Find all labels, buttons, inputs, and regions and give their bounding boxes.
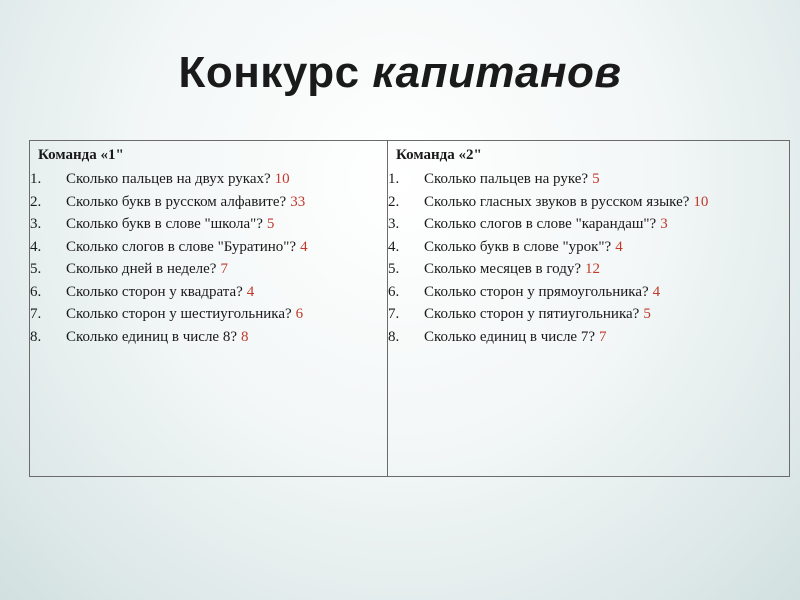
question-text: Сколько пальцев на двух руках? — [66, 171, 271, 187]
question-number: 8. — [30, 328, 42, 345]
question-text: Сколько сторон у квадрата? — [66, 283, 243, 300]
team-1-question-list — [30, 168, 308, 348]
question-text: Сколько сторон у пятиугольника? — [424, 306, 640, 322]
question-number: 5. — [30, 261, 42, 277]
slide-title — [0, 48, 800, 98]
list-item — [30, 213, 308, 236]
question-answer: 8 — [241, 328, 249, 345]
team-2-column — [388, 141, 789, 476]
list-item — [388, 303, 708, 326]
list-item — [30, 191, 308, 214]
list-item — [30, 168, 308, 191]
question-answer: 10 — [693, 193, 709, 210]
question-number: 7. — [388, 306, 400, 322]
question-number: 1. — [30, 171, 42, 187]
question-answer: 7 — [599, 328, 607, 345]
list-item — [30, 258, 308, 281]
question-number: 6. — [388, 283, 400, 300]
question-text: Сколько слогов в слове "карандаш"? — [424, 216, 657, 232]
question-text: Сколько букв в слове "урок"? — [424, 238, 612, 255]
question-answer: 3 — [660, 216, 668, 232]
slide-title-italic: капитанов — [372, 48, 622, 97]
list-item — [388, 191, 708, 214]
question-text: Сколько сторон у прямоугольника? — [424, 283, 649, 300]
list-item — [388, 326, 708, 349]
list-item — [388, 258, 708, 281]
question-text: Сколько букв в слове "школа"? — [66, 216, 263, 232]
question-number: 3. — [388, 216, 400, 232]
question-number: 7. — [30, 306, 42, 322]
team-1-heading: Команда «1" — [38, 147, 124, 163]
question-answer: 10 — [274, 171, 290, 187]
list-item — [388, 213, 708, 236]
list-item — [30, 326, 308, 349]
question-answer: 5 — [643, 306, 651, 322]
question-answer: 4 — [615, 238, 623, 255]
team-2-question-list — [388, 168, 708, 348]
question-number: 1. — [388, 171, 400, 187]
question-text: Сколько сторон у шестиугольника? — [66, 306, 292, 322]
list-item — [30, 281, 308, 304]
question-answer: 6 — [295, 306, 304, 322]
team-2-heading: Команда «2" — [396, 147, 482, 163]
list-item — [30, 303, 308, 326]
question-answer: 5 — [592, 171, 600, 187]
question-text: Сколько пальцев на руке? — [424, 171, 589, 187]
question-number: 6. — [30, 283, 42, 300]
list-item — [388, 168, 708, 191]
question-number: 2. — [30, 193, 42, 210]
question-number: 5. — [388, 261, 400, 277]
question-text: Сколько месяцев в году? — [424, 261, 582, 277]
question-answer: 4 — [300, 238, 308, 255]
question-text: Сколько букв в русском алфавите? — [66, 193, 287, 210]
question-number: 2. — [388, 193, 400, 210]
question-answer: 5 — [266, 216, 275, 232]
question-text: Сколько гласных звуков в русском языке? — [424, 193, 690, 210]
question-number: 3. — [30, 216, 42, 232]
team-1-column — [30, 141, 388, 476]
question-number: 4. — [30, 238, 42, 255]
slide-title-normal: Конкурс — [178, 48, 360, 97]
question-answer: 33 — [290, 193, 306, 210]
questions-table — [29, 140, 790, 477]
list-item — [388, 281, 708, 304]
question-text: Сколько дней в неделе? — [66, 261, 217, 277]
question-number: 8. — [388, 328, 400, 345]
question-answer: 4 — [652, 283, 661, 300]
list-item — [30, 236, 308, 259]
question-text: Сколько единиц в числе 7? — [424, 328, 595, 345]
question-answer: 4 — [246, 283, 255, 300]
question-text: Сколько слогов в слове "Буратино"? — [66, 238, 297, 255]
question-text: Сколько единиц в числе 8? — [66, 328, 237, 345]
list-item — [388, 236, 708, 259]
question-answer: 7 — [220, 261, 228, 277]
question-number: 4. — [388, 238, 400, 255]
question-answer: 12 — [585, 261, 601, 277]
